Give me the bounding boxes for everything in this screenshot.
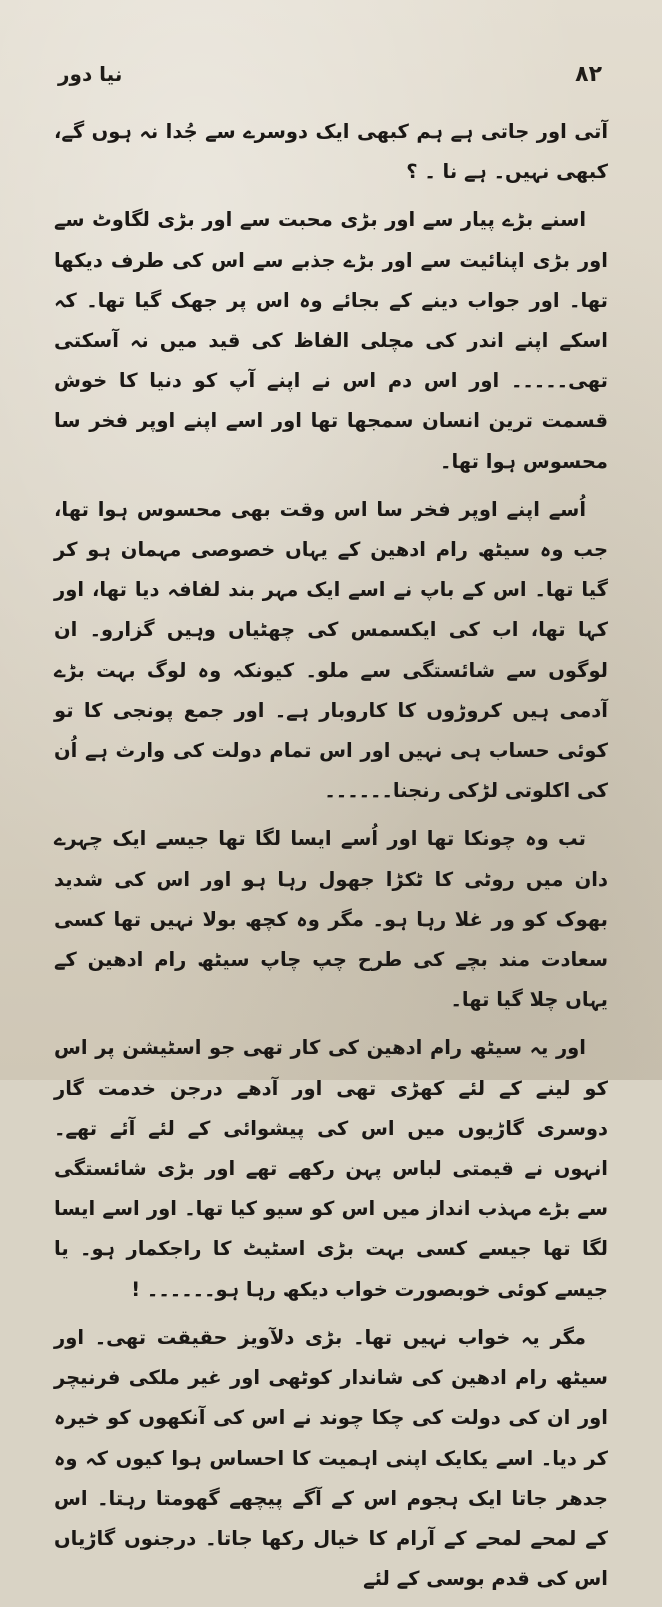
body-text <box>54 112 608 1607</box>
paragraph: تب وہ چونکا تھا اور اُسے ایسا لگا تھا جیسے ایک چہرے دان میں روٹی کا ٹکڑا جھول رہا ہو اور اس کی شدید بھوک کو ور غلا رہا ہو۔ مگر وہ کچھ بولا نہیں تھا کسی سعادت مند بچے کی طرح چپ چاپ سیٹھ رام ادھین کے یہاں چلا گیا تھا۔ <box>54 827 608 1012</box>
paragraph: اور یہ سیٹھ رام ادھین کی کار تھی جو اسٹیشن پر اس کو لینے کے لئے کھڑی تھی اور آدھے درجن خدمت گار دوسری گاڑیوں میں اس کی پیشوائی کے لئے آئے تھے۔ انہوں نے قیمتی لباس پہن رکھے تھے اور بڑی شائستگی سے بڑے مہذب انداز میں اس کو سیو کیا تھا۔ اور اسے ایسا لگا تھا جیسے کسی بہت بڑی اسٹیٹ کا راجکمار ہو۔ یا جیسے کوئی خوبصورت خواب دیکھ رہا ہو۔۔۔۔۔۔ ! <box>54 1036 608 1301</box>
page-header <box>58 62 602 102</box>
paragraph: آتی اور جاتی ہے ہم کبھی ایک دوسرے سے جُدا نہ ہوں گے، کبھی نہیں۔ ہے نا ۔ ؟ <box>54 120 608 184</box>
paragraph: اسنے بڑے پیار سے اور بڑی محبت سے اور بڑی لگاوٹ سے اور بڑی اپنائیت سے اور بڑے جذبے سے اس کی طرف دیکھا تھا۔ اور جواب دینے کے بجائے وہ اس پر جھک گیا تھا۔ کہ اسکے اپنے اندر کی مچلی الفاظ کی قید میں نہ آسکتی تھی۔۔۔۔۔ اور اس دم اس نے اپنے آپ کو دنیا کا خوش قسمت ترین انسان سمجھا تھا اور اسے اپنے اوپر فخر سا محسوس ہوا تھا۔ <box>54 208 608 473</box>
paragraph: اُسے اپنے اوپر فخر سا اس وقت بھی محسوس ہوا تھا، جب وہ سیٹھ رام ادھین کے یہاں خصوصی مہمان ہو کر گیا تھا۔ اس کے باپ نے اسے ایک مہر بند لفافہ دیا تھا، اور کہا تھا، اب کی ایکسمس کی چھٹیاں وہیں گزارو۔ ان لوگوں سے شائستگی سے ملو۔ کیونکہ وہ لوگ بہت بڑے آدمی ہیں کروڑوں کا کاروبار ہے۔ اور جمع پونجی کا تو کوئی حساب ہی نہیں اور اس تمام دولت کی وارث ہے اُن کی اکلوتی لڑکی رنجنا۔۔۔۔۔۔ <box>54 497 608 803</box>
page-number: ۸۲ <box>575 62 602 87</box>
paragraph: مگر یہ خواب نہیں تھا۔ بڑی دلآویز حقیقت تھی۔ اور سیٹھ رام ادھین کی شاندار کوٹھی اور غیر ملکی فرنیچر اور ان کی دولت کی چکا چوند نے اس کی آنکھوں کو خیرہ کر دیا۔ اسے یکایک اپنی اہمیت کا احساس ہوا کیوں کہ وہ جدھر جاتا ایک ہجوم اس کے آگے پیچھے گھومتا رہتا۔ اس کے لمحے لمحے کے آرام کا خیال رکھا جاتا۔ درجنوں گاڑیاں اس کی قدم بوسی کے لئے <box>54 1325 608 1591</box>
running-title: نیا دور <box>58 62 123 86</box>
